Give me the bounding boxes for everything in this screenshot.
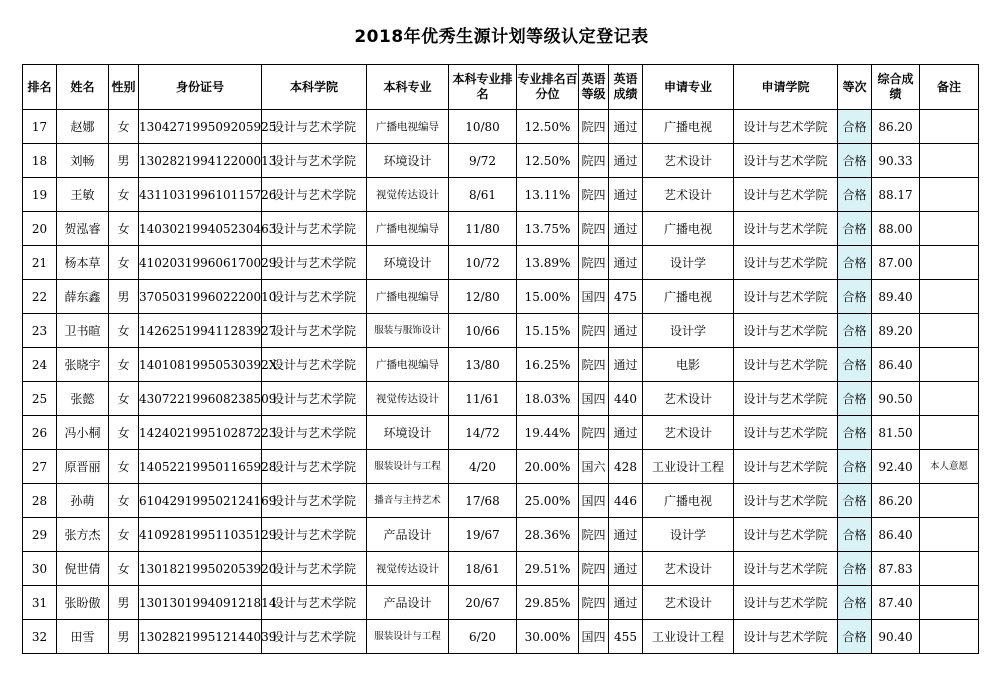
cell-grade: 合格 xyxy=(838,620,872,654)
table-row xyxy=(23,416,979,450)
cell-major: 产品设计 xyxy=(367,518,449,552)
cell-apply-college: 设计与艺术学院 xyxy=(734,552,838,586)
cell-eng-level: 院四 xyxy=(579,144,609,178)
cell-rank: 21 xyxy=(23,246,57,280)
cell-grade: 合格 xyxy=(838,450,872,484)
cell-total: 87.83 xyxy=(872,552,920,586)
cell-apply-major: 艺术设计 xyxy=(643,382,734,416)
cell-grade: 合格 xyxy=(838,280,872,314)
cell-major: 广播电视编导 xyxy=(367,212,449,246)
cell-pct: 16.25% xyxy=(517,348,579,382)
cell-major-rank: 9/72 xyxy=(449,144,517,178)
cell-eng-score: 通过 xyxy=(609,348,643,382)
cell-major: 服装设计与工程 xyxy=(367,450,449,484)
cell-grade: 合格 xyxy=(838,518,872,552)
cell-gender: 女 xyxy=(109,314,139,348)
cell-eng-level: 院四 xyxy=(579,586,609,620)
cell-note xyxy=(920,144,979,178)
cell-eng-level: 院四 xyxy=(579,212,609,246)
cell-apply-major: 广播电视 xyxy=(643,212,734,246)
cell-major: 产品设计 xyxy=(367,586,449,620)
cell-total: 87.40 xyxy=(872,586,920,620)
cell-gender: 女 xyxy=(109,518,139,552)
cell-rank: 23 xyxy=(23,314,57,348)
cell-note xyxy=(920,586,979,620)
cell-major: 视觉传达设计 xyxy=(367,382,449,416)
cell-note xyxy=(920,280,979,314)
cell-note xyxy=(920,212,979,246)
header-apply-major: 申请专业 xyxy=(643,65,734,110)
cell-college: 设计与艺术学院 xyxy=(262,314,367,348)
cell-pct: 13.89% xyxy=(517,246,579,280)
table-row xyxy=(23,620,979,654)
cell-major-rank: 20/67 xyxy=(449,586,517,620)
cell-note xyxy=(920,620,979,654)
cell-rank: 24 xyxy=(23,348,57,382)
cell-name: 原晋丽 xyxy=(57,450,109,484)
cell-college: 设计与艺术学院 xyxy=(262,518,367,552)
cell-id: 140302199405230463 xyxy=(139,212,262,246)
cell-rank: 29 xyxy=(23,518,57,552)
cell-pct: 12.50% xyxy=(517,110,579,144)
cell-eng-score: 455 xyxy=(609,620,643,654)
cell-apply-college: 设计与艺术学院 xyxy=(734,314,838,348)
cell-major-rank: 4/20 xyxy=(449,450,517,484)
cell-apply-college: 设计与艺术学院 xyxy=(734,382,838,416)
cell-id: 142625199411283927 xyxy=(139,314,262,348)
cell-grade: 合格 xyxy=(838,178,872,212)
cell-id: 130182199502053920 xyxy=(139,552,262,586)
cell-pct: 15.00% xyxy=(517,280,579,314)
cell-rank: 20 xyxy=(23,212,57,246)
cell-name: 冯小桐 xyxy=(57,416,109,450)
cell-total: 86.40 xyxy=(872,518,920,552)
cell-gender: 女 xyxy=(109,212,139,246)
cell-college: 设计与艺术学院 xyxy=(262,144,367,178)
cell-total: 81.50 xyxy=(872,416,920,450)
cell-id: 430722199608238509 xyxy=(139,382,262,416)
table-row xyxy=(23,450,979,484)
cell-major: 广播电视编导 xyxy=(367,280,449,314)
cell-eng-score: 通过 xyxy=(609,416,643,450)
cell-apply-college: 设计与艺术学院 xyxy=(734,586,838,620)
cell-pct: 25.00% xyxy=(517,484,579,518)
cell-pct: 13.75% xyxy=(517,212,579,246)
cell-pct: 18.03% xyxy=(517,382,579,416)
header-row xyxy=(23,65,979,110)
cell-gender: 女 xyxy=(109,382,139,416)
cell-gender: 女 xyxy=(109,178,139,212)
header-eng-score: 英语成绩 xyxy=(609,65,643,110)
cell-note xyxy=(920,110,979,144)
cell-grade: 合格 xyxy=(838,212,872,246)
cell-note xyxy=(920,348,979,382)
cell-id: 130427199509205925 xyxy=(139,110,262,144)
cell-major: 环境设计 xyxy=(367,416,449,450)
cell-total: 90.40 xyxy=(872,620,920,654)
cell-total: 86.40 xyxy=(872,348,920,382)
cell-rank: 28 xyxy=(23,484,57,518)
cell-name: 杨本草 xyxy=(57,246,109,280)
cell-grade: 合格 xyxy=(838,246,872,280)
cell-pct: 28.36% xyxy=(517,518,579,552)
cell-id: 410928199511035129 xyxy=(139,518,262,552)
cell-eng-level: 国六 xyxy=(579,450,609,484)
cell-rank: 27 xyxy=(23,450,57,484)
cell-total: 86.20 xyxy=(872,484,920,518)
table-row xyxy=(23,110,979,144)
cell-eng-score: 通过 xyxy=(609,518,643,552)
cell-eng-score: 475 xyxy=(609,280,643,314)
cell-apply-major: 设计学 xyxy=(643,314,734,348)
cell-note xyxy=(920,314,979,348)
cell-name: 张晓宇 xyxy=(57,348,109,382)
table-row xyxy=(23,518,979,552)
cell-total: 89.40 xyxy=(872,280,920,314)
cell-apply-college: 设计与艺术学院 xyxy=(734,144,838,178)
cell-gender: 女 xyxy=(109,246,139,280)
cell-major: 视觉传达设计 xyxy=(367,178,449,212)
cell-pct: 29.51% xyxy=(517,552,579,586)
table-row xyxy=(23,314,979,348)
cell-major-rank: 8/61 xyxy=(449,178,517,212)
cell-gender: 女 xyxy=(109,416,139,450)
cell-major-rank: 14/72 xyxy=(449,416,517,450)
cell-apply-major: 艺术设计 xyxy=(643,178,734,212)
cell-college: 设计与艺术学院 xyxy=(262,416,367,450)
cell-major-rank: 11/80 xyxy=(449,212,517,246)
cell-eng-level: 院四 xyxy=(579,178,609,212)
header-major-rank: 本科专业排名 xyxy=(449,65,517,110)
cell-major: 服装与服饰设计 xyxy=(367,314,449,348)
cell-apply-college: 设计与艺术学院 xyxy=(734,518,838,552)
cell-note xyxy=(920,382,979,416)
cell-eng-score: 通过 xyxy=(609,246,643,280)
table-row xyxy=(23,586,979,620)
cell-apply-major: 设计学 xyxy=(643,518,734,552)
cell-id: 130130199409121814 xyxy=(139,586,262,620)
cell-apply-major: 广播电视 xyxy=(643,280,734,314)
cell-grade: 合格 xyxy=(838,110,872,144)
cell-apply-college: 设计与艺术学院 xyxy=(734,416,838,450)
cell-name: 卫书暄 xyxy=(57,314,109,348)
cell-note xyxy=(920,416,979,450)
cell-eng-level: 国四 xyxy=(579,620,609,654)
cell-note xyxy=(920,484,979,518)
cell-gender: 男 xyxy=(109,280,139,314)
cell-college: 设计与艺术学院 xyxy=(262,484,367,518)
cell-rank: 32 xyxy=(23,620,57,654)
cell-eng-level: 院四 xyxy=(579,110,609,144)
cell-rank: 22 xyxy=(23,280,57,314)
cell-apply-major: 电影 xyxy=(643,348,734,382)
header-name: 姓名 xyxy=(57,65,109,110)
cell-apply-major: 广播电视 xyxy=(643,110,734,144)
cell-eng-level: 院四 xyxy=(579,246,609,280)
cell-eng-score: 通过 xyxy=(609,144,643,178)
cell-name: 王敏 xyxy=(57,178,109,212)
cell-id: 370503199602220010 xyxy=(139,280,262,314)
cell-major-rank: 12/80 xyxy=(449,280,517,314)
cell-eng-level: 国四 xyxy=(579,382,609,416)
cell-college: 设计与艺术学院 xyxy=(262,348,367,382)
cell-name: 赵娜 xyxy=(57,110,109,144)
cell-eng-level: 院四 xyxy=(579,518,609,552)
cell-college: 设计与艺术学院 xyxy=(262,280,367,314)
cell-eng-score: 通过 xyxy=(609,178,643,212)
cell-college: 设计与艺术学院 xyxy=(262,552,367,586)
cell-name: 田雪 xyxy=(57,620,109,654)
cell-apply-major: 设计学 xyxy=(643,246,734,280)
cell-apply-major: 工业设计工程 xyxy=(643,450,734,484)
cell-pct: 29.85% xyxy=(517,586,579,620)
cell-apply-college: 设计与艺术学院 xyxy=(734,110,838,144)
cell-college: 设计与艺术学院 xyxy=(262,586,367,620)
cell-gender: 男 xyxy=(109,620,139,654)
cell-eng-score: 440 xyxy=(609,382,643,416)
header-eng-level: 英语等级 xyxy=(579,65,609,110)
cell-total: 88.00 xyxy=(872,212,920,246)
cell-note xyxy=(920,178,979,212)
header-rank: 排名 xyxy=(23,65,57,110)
cell-college: 设计与艺术学院 xyxy=(262,450,367,484)
cell-gender: 男 xyxy=(109,586,139,620)
header-grade: 等次 xyxy=(838,65,872,110)
cell-apply-college: 设计与艺术学院 xyxy=(734,348,838,382)
cell-major: 播音与主持艺术 xyxy=(367,484,449,518)
cell-college: 设计与艺术学院 xyxy=(262,212,367,246)
header-note: 备注 xyxy=(920,65,979,110)
cell-apply-major: 艺术设计 xyxy=(643,144,734,178)
cell-id: 130282199412200013 xyxy=(139,144,262,178)
cell-pct: 12.50% xyxy=(517,144,579,178)
cell-apply-college: 设计与艺术学院 xyxy=(734,484,838,518)
cell-grade: 合格 xyxy=(838,484,872,518)
cell-major-rank: 18/61 xyxy=(449,552,517,586)
header-gender: 性别 xyxy=(109,65,139,110)
cell-id: 14010819950530392X xyxy=(139,348,262,382)
cell-pct: 30.00% xyxy=(517,620,579,654)
cell-major-rank: 17/68 xyxy=(449,484,517,518)
cell-major-rank: 6/20 xyxy=(449,620,517,654)
table-row xyxy=(23,144,979,178)
cell-total: 87.00 xyxy=(872,246,920,280)
cell-id: 142402199510287223 xyxy=(139,416,262,450)
cell-pct: 20.00% xyxy=(517,450,579,484)
registration-table xyxy=(22,64,979,654)
cell-total: 89.20 xyxy=(872,314,920,348)
cell-major-rank: 19/67 xyxy=(449,518,517,552)
cell-rank: 30 xyxy=(23,552,57,586)
cell-note xyxy=(920,552,979,586)
cell-id: 130282199512144039 xyxy=(139,620,262,654)
cell-eng-level: 院四 xyxy=(579,314,609,348)
cell-apply-college: 设计与艺术学院 xyxy=(734,178,838,212)
cell-eng-score: 通过 xyxy=(609,586,643,620)
cell-eng-level: 国四 xyxy=(579,280,609,314)
cell-major-rank: 10/66 xyxy=(449,314,517,348)
page-title: 2018年优秀生源计划等级认定登记表 xyxy=(354,27,649,47)
table-row xyxy=(23,246,979,280)
cell-major: 广播电视编导 xyxy=(367,348,449,382)
cell-name: 张懿 xyxy=(57,382,109,416)
cell-eng-score: 通过 xyxy=(609,314,643,348)
cell-major-rank: 11/61 xyxy=(449,382,517,416)
cell-rank: 25 xyxy=(23,382,57,416)
cell-major: 广播电视编导 xyxy=(367,110,449,144)
cell-name: 贺泓睿 xyxy=(57,212,109,246)
cell-gender: 女 xyxy=(109,110,139,144)
cell-note xyxy=(920,246,979,280)
cell-pct: 15.15% xyxy=(517,314,579,348)
cell-rank: 18 xyxy=(23,144,57,178)
cell-gender: 女 xyxy=(109,348,139,382)
table-row xyxy=(23,348,979,382)
cell-total: 86.20 xyxy=(872,110,920,144)
cell-eng-level: 国四 xyxy=(579,484,609,518)
cell-total: 92.40 xyxy=(872,450,920,484)
cell-id: 610429199502124169 xyxy=(139,484,262,518)
cell-id: 140522199501165928 xyxy=(139,450,262,484)
table-row xyxy=(23,552,979,586)
cell-major-rank: 10/72 xyxy=(449,246,517,280)
cell-name: 倪世倩 xyxy=(57,552,109,586)
cell-grade: 合格 xyxy=(838,144,872,178)
cell-gender: 女 xyxy=(109,484,139,518)
cell-college: 设计与艺术学院 xyxy=(262,178,367,212)
cell-apply-major: 艺术设计 xyxy=(643,586,734,620)
header-id: 身份证号 xyxy=(139,65,262,110)
cell-total: 90.33 xyxy=(872,144,920,178)
cell-grade: 合格 xyxy=(838,586,872,620)
cell-apply-college: 设计与艺术学院 xyxy=(734,450,838,484)
cell-college: 设计与艺术学院 xyxy=(262,246,367,280)
table-row xyxy=(23,484,979,518)
cell-major: 环境设计 xyxy=(367,246,449,280)
cell-eng-level: 院四 xyxy=(579,416,609,450)
cell-gender: 女 xyxy=(109,552,139,586)
cell-apply-college: 设计与艺术学院 xyxy=(734,620,838,654)
cell-rank: 19 xyxy=(23,178,57,212)
cell-college: 设计与艺术学院 xyxy=(262,110,367,144)
cell-id: 431103199610115726 xyxy=(139,178,262,212)
header-apply-college: 申请学院 xyxy=(734,65,838,110)
cell-apply-college: 设计与艺术学院 xyxy=(734,212,838,246)
cell-grade: 合格 xyxy=(838,382,872,416)
header-pct: 专业排名百分位 xyxy=(517,65,579,110)
cell-rank: 17 xyxy=(23,110,57,144)
cell-total: 88.17 xyxy=(872,178,920,212)
table-row xyxy=(23,212,979,246)
cell-gender: 女 xyxy=(109,450,139,484)
cell-name: 薛东鑫 xyxy=(57,280,109,314)
cell-apply-college: 设计与艺术学院 xyxy=(734,280,838,314)
cell-eng-score: 通过 xyxy=(609,110,643,144)
cell-apply-major: 艺术设计 xyxy=(643,552,734,586)
cell-grade: 合格 xyxy=(838,416,872,450)
cell-major: 服装设计与工程 xyxy=(367,620,449,654)
cell-major-rank: 10/80 xyxy=(449,110,517,144)
cell-grade: 合格 xyxy=(838,552,872,586)
cell-pct: 13.11% xyxy=(517,178,579,212)
table-body xyxy=(23,110,979,654)
cell-eng-score: 通过 xyxy=(609,212,643,246)
cell-name: 孙萌 xyxy=(57,484,109,518)
cell-rank: 31 xyxy=(23,586,57,620)
cell-major-rank: 13/80 xyxy=(449,348,517,382)
cell-pct: 19.44% xyxy=(517,416,579,450)
cell-name: 张方杰 xyxy=(57,518,109,552)
header-total: 综合成绩 xyxy=(872,65,920,110)
cell-eng-level: 院四 xyxy=(579,552,609,586)
cell-rank: 26 xyxy=(23,416,57,450)
cell-eng-level: 院四 xyxy=(579,348,609,382)
cell-apply-major: 工业设计工程 xyxy=(643,620,734,654)
table-row xyxy=(23,382,979,416)
cell-eng-score: 446 xyxy=(609,484,643,518)
cell-grade: 合格 xyxy=(838,348,872,382)
cell-total: 90.50 xyxy=(872,382,920,416)
cell-note: 本人意愿 xyxy=(920,450,979,484)
cell-name: 张盼傲 xyxy=(57,586,109,620)
cell-name: 刘畅 xyxy=(57,144,109,178)
cell-major: 视觉传达设计 xyxy=(367,552,449,586)
cell-grade: 合格 xyxy=(838,314,872,348)
table-row xyxy=(23,178,979,212)
cell-apply-college: 设计与艺术学院 xyxy=(734,246,838,280)
cell-college: 设计与艺术学院 xyxy=(262,382,367,416)
header-college: 本科学院 xyxy=(262,65,367,110)
cell-eng-score: 428 xyxy=(609,450,643,484)
cell-id: 410203199606170029 xyxy=(139,246,262,280)
cell-major: 环境设计 xyxy=(367,144,449,178)
cell-apply-major: 广播电视 xyxy=(643,484,734,518)
cell-eng-score: 通过 xyxy=(609,552,643,586)
header-major: 本科专业 xyxy=(367,65,449,110)
cell-college: 设计与艺术学院 xyxy=(262,620,367,654)
table-row xyxy=(23,280,979,314)
cell-apply-major: 艺术设计 xyxy=(643,416,734,450)
cell-gender: 男 xyxy=(109,144,139,178)
cell-note xyxy=(920,518,979,552)
